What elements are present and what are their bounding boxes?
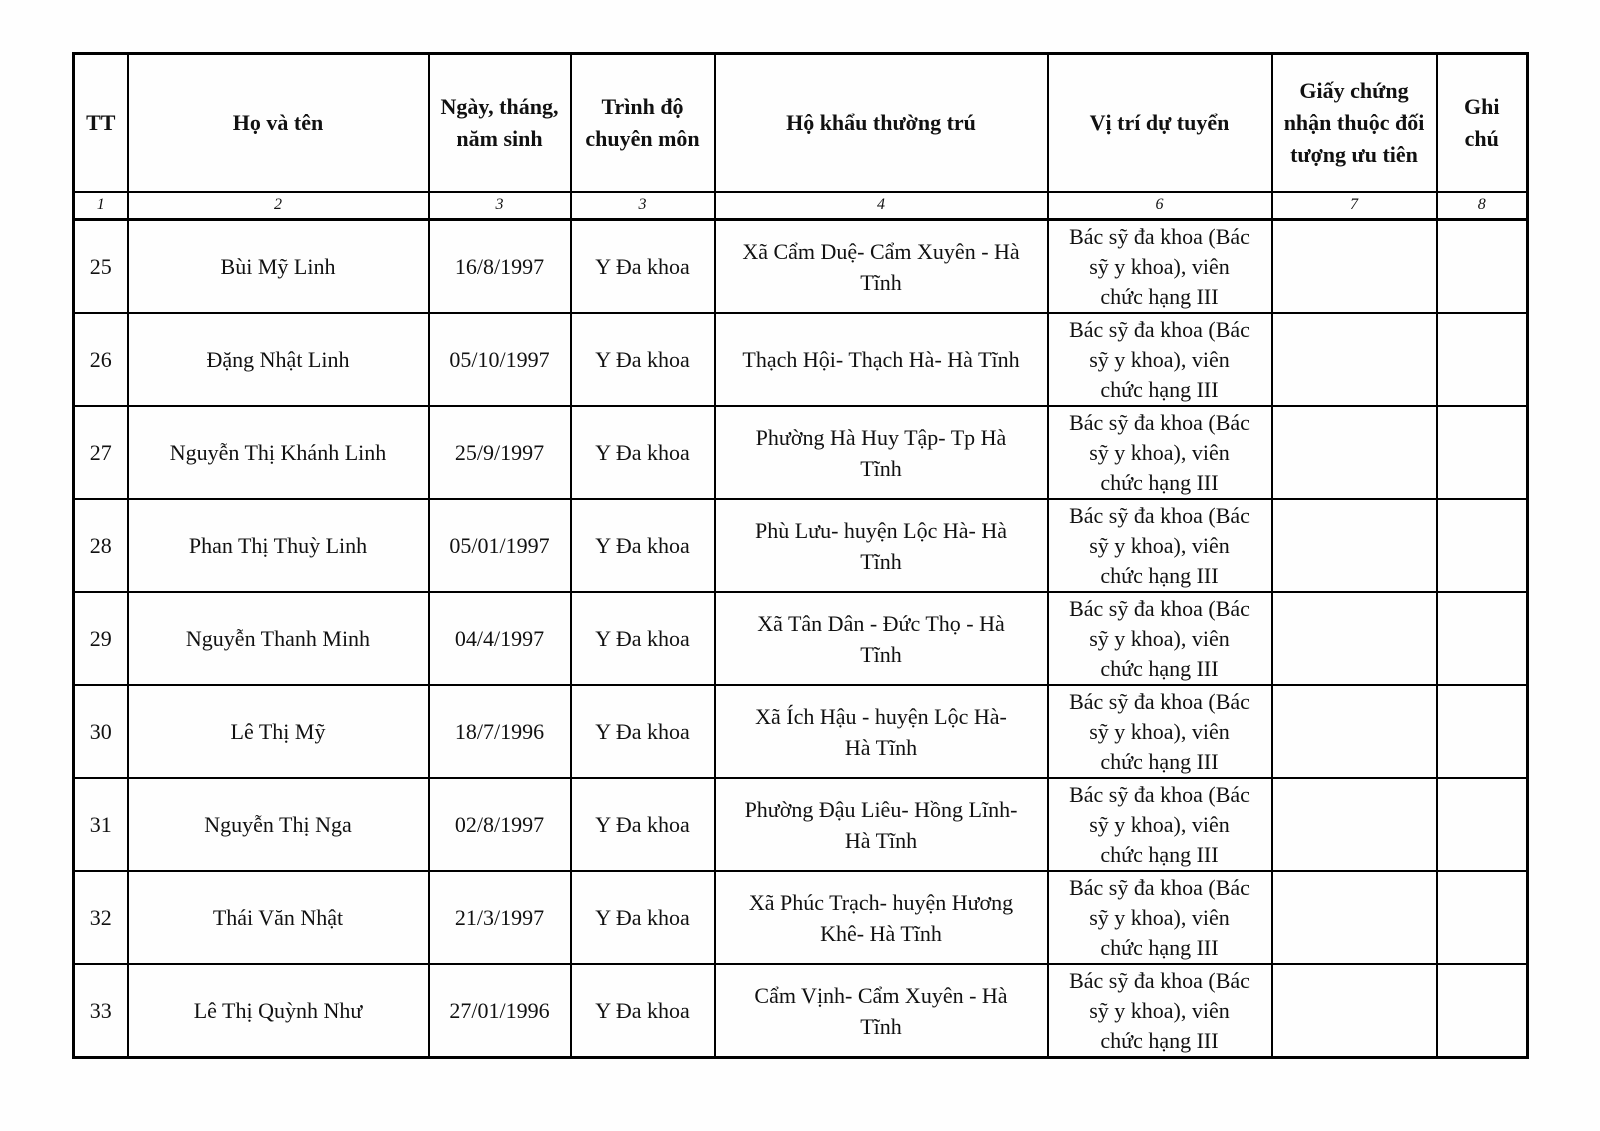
- cell-tt: 27: [74, 406, 128, 499]
- column-number-row: [74, 192, 1528, 220]
- cell-residence: Xã Cẩm Duệ- Cẩm Xuyên - Hà Tĩnh: [715, 220, 1048, 314]
- col-number: 1: [74, 192, 128, 220]
- cell-certificate: [1272, 778, 1437, 871]
- cell-position: Bác sỹ đa khoa (Bác sỹ y khoa), viên chức hạng III: [1048, 685, 1272, 778]
- cell-residence: Phường Hà Huy Tập- Tp Hà Tĩnh: [715, 406, 1048, 499]
- cell-position: Bác sỹ đa khoa (Bác sỹ y khoa), viên chức hạng III: [1048, 778, 1272, 871]
- cell-name: Đặng Nhật Linh: [128, 313, 429, 406]
- cell-certificate: [1272, 220, 1437, 314]
- cell-name: Phan Thị Thuỳ Linh: [128, 499, 429, 592]
- cell-position: Bác sỹ đa khoa (Bác sỹ y khoa), viên chức hạng III: [1048, 592, 1272, 685]
- cell-degree: Y Đa khoa: [571, 499, 715, 592]
- cell-position: Bác sỹ đa khoa (Bác sỹ y khoa), viên chức hạng III: [1048, 871, 1272, 964]
- cell-certificate: [1272, 592, 1437, 685]
- col-number: 3: [571, 192, 715, 220]
- col-header-residence: Hộ khẩu thường trú: [715, 54, 1048, 192]
- table-row: [74, 220, 1528, 314]
- cell-certificate: [1272, 313, 1437, 406]
- header-row: [74, 54, 1528, 192]
- cell-degree: Y Đa khoa: [571, 592, 715, 685]
- cell-position: Bác sỹ đa khoa (Bác sỹ y khoa), viên chức hạng III: [1048, 220, 1272, 314]
- cell-name: Thái Văn Nhật: [128, 871, 429, 964]
- cell-degree: Y Đa khoa: [571, 778, 715, 871]
- cell-tt: 31: [74, 778, 128, 871]
- cell-notes: [1437, 964, 1528, 1058]
- cell-name: Lê Thị Mỹ: [128, 685, 429, 778]
- col-number: 4: [715, 192, 1048, 220]
- col-number: 8: [1437, 192, 1528, 220]
- col-number: 3: [429, 192, 571, 220]
- cell-tt: 32: [74, 871, 128, 964]
- cell-certificate: [1272, 685, 1437, 778]
- cell-degree: Y Đa khoa: [571, 964, 715, 1058]
- cell-certificate: [1272, 964, 1437, 1058]
- cell-residence: Cẩm Vịnh- Cẩm Xuyên - Hà Tĩnh: [715, 964, 1048, 1058]
- cell-tt: 28: [74, 499, 128, 592]
- col-header-tt: TT: [74, 54, 128, 192]
- cell-dob: 27/01/1996: [429, 964, 571, 1058]
- table-row: [74, 499, 1528, 592]
- cell-dob: 16/8/1997: [429, 220, 571, 314]
- cell-certificate: [1272, 499, 1437, 592]
- cell-residence: Xã Phúc Trạch- huyện Hương Khê- Hà Tĩnh: [715, 871, 1048, 964]
- col-header-degree: Trình độ chuyên môn: [571, 54, 715, 192]
- cell-certificate: [1272, 406, 1437, 499]
- col-number: 6: [1048, 192, 1272, 220]
- cell-degree: Y Đa khoa: [571, 871, 715, 964]
- cell-degree: Y Đa khoa: [571, 220, 715, 314]
- cell-notes: [1437, 220, 1528, 314]
- table-row: [74, 778, 1528, 871]
- cell-degree: Y Đa khoa: [571, 406, 715, 499]
- cell-position: Bác sỹ đa khoa (Bác sỹ y khoa), viên chức hạng III: [1048, 499, 1272, 592]
- candidate-table: [72, 52, 1529, 1059]
- col-number: 2: [128, 192, 429, 220]
- cell-tt: 33: [74, 964, 128, 1058]
- cell-position: Bác sỹ đa khoa (Bác sỹ y khoa), viên chức hạng III: [1048, 964, 1272, 1058]
- cell-residence: Thạch Hội- Thạch Hà- Hà Tĩnh: [715, 313, 1048, 406]
- cell-tt: 30: [74, 685, 128, 778]
- col-header-position: Vị trí dự tuyển: [1048, 54, 1272, 192]
- cell-tt: 29: [74, 592, 128, 685]
- col-number: 7: [1272, 192, 1437, 220]
- cell-notes: [1437, 406, 1528, 499]
- cell-name: Nguyễn Thanh Minh: [128, 592, 429, 685]
- col-header-notes: Ghi chú: [1437, 54, 1528, 192]
- table-row: [74, 685, 1528, 778]
- cell-residence: Xã Tân Dân - Đức Thọ - Hà Tĩnh: [715, 592, 1048, 685]
- table-row: [74, 406, 1528, 499]
- cell-notes: [1437, 313, 1528, 406]
- table-row: [74, 964, 1528, 1058]
- cell-dob: 05/10/1997: [429, 313, 571, 406]
- cell-dob: 04/4/1997: [429, 592, 571, 685]
- table-row: [74, 871, 1528, 964]
- cell-name: Bùi Mỹ Linh: [128, 220, 429, 314]
- cell-dob: 02/8/1997: [429, 778, 571, 871]
- table-row: [74, 313, 1528, 406]
- cell-degree: Y Đa khoa: [571, 685, 715, 778]
- cell-dob: 25/9/1997: [429, 406, 571, 499]
- cell-position: Bác sỹ đa khoa (Bác sỹ y khoa), viên chức hạng III: [1048, 313, 1272, 406]
- cell-name: Lê Thị Quỳnh Như: [128, 964, 429, 1058]
- cell-tt: 25: [74, 220, 128, 314]
- cell-residence: Phường Đậu Liêu- Hồng Lĩnh- Hà Tĩnh: [715, 778, 1048, 871]
- col-header-name: Họ và tên: [128, 54, 429, 192]
- cell-certificate: [1272, 871, 1437, 964]
- cell-position: Bác sỹ đa khoa (Bác sỹ y khoa), viên chức hạng III: [1048, 406, 1272, 499]
- cell-name: Nguyễn Thị Khánh Linh: [128, 406, 429, 499]
- cell-dob: 21/3/1997: [429, 871, 571, 964]
- cell-notes: [1437, 778, 1528, 871]
- cell-name: Nguyễn Thị Nga: [128, 778, 429, 871]
- cell-dob: 18/7/1996: [429, 685, 571, 778]
- cell-residence: Phù Lưu- huyện Lộc Hà- Hà Tĩnh: [715, 499, 1048, 592]
- cell-notes: [1437, 871, 1528, 964]
- cell-notes: [1437, 499, 1528, 592]
- cell-notes: [1437, 685, 1528, 778]
- cell-degree: Y Đa khoa: [571, 313, 715, 406]
- cell-tt: 26: [74, 313, 128, 406]
- cell-dob: 05/01/1997: [429, 499, 571, 592]
- table-row: [74, 592, 1528, 685]
- cell-residence: Xã Ích Hậu - huyện Lộc Hà- Hà Tĩnh: [715, 685, 1048, 778]
- col-header-certificate: Giấy chứng nhận thuộc đối tượng ưu tiên: [1272, 54, 1437, 192]
- col-header-dob: Ngày, tháng, năm sinh: [429, 54, 571, 192]
- cell-notes: [1437, 592, 1528, 685]
